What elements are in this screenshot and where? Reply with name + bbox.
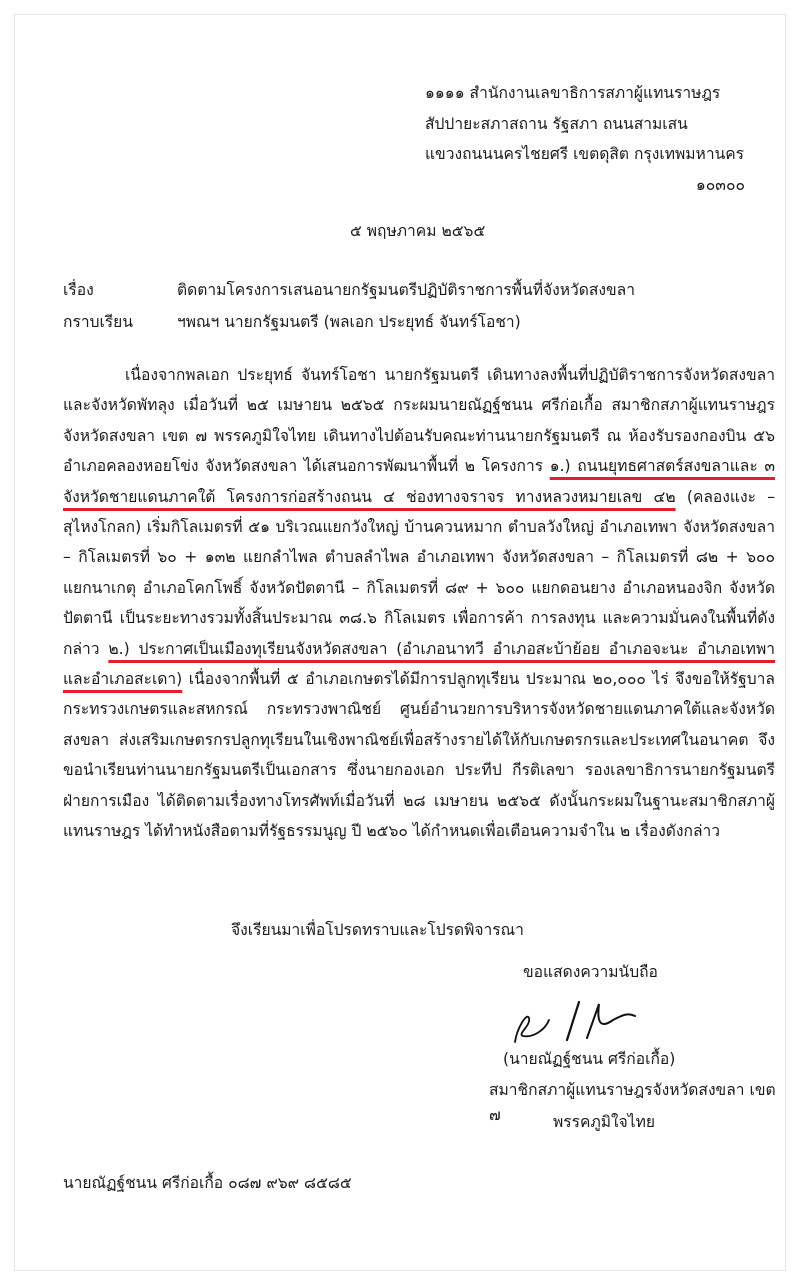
sender-address-line2: สัปปายะสภาสถาน รัฐสภา ถนนสามเสน [425, 114, 688, 133]
highlight-project-2: ๒.) ประกาศเป็นเมืองทุเรียนจังหวัดสงขลา (อำเภอนาทวี อำเภอสะบ้าย้อย อำเภอจะนะ อำเภอเทพา และอำเภอสะเดา) [63, 639, 775, 689]
subject-label: เรื่อง [63, 281, 94, 299]
recipient-row [63, 309, 521, 334]
letter-date: ๕ พฤษภาคม ๒๕๖๕ [350, 222, 486, 240]
body-text-request: เนื่องจากพื้นที่ ๕ อำเภอเกษตรได้มีการปลูกทุเรียน ประมาณ ๒๐,๐๐๐ ไร่ จึงขอให้รัฐบาล กระทรวงเกษตรและสหกรณ์ กระทรวงพาณิชย์ ศูนย์อำนวยการบริหารจังหวัดชายแดนภาคใต้และจังหวัดสงขลา ส่งเสริมเกษตรกรปลูกทุเรียนในเชิงพาณิชย์เพื่อสร้างรายได้ให้กับเกษตรกรและประเทศในอนาคต จึงขอนำเรียนท่านนายกรัฐมนตรีเป็นเอกสาร ซึ่งนายกองเอก ประทีป กีรติเลขา รองเลขาธิการนายกรัฐมนตรีฝ่ายการเมือง ได้ติดตามเรื่องทางโทรศัพท์เมื่อวันที่ ๒๘ เมษายน ๒๕๖๕ ดังนั้นกระผมในฐานะสมาชิกสภาผู้แทนราษฎร ได้ทำหนังสือตามที่รัฐธรรมนูญ ปี ๒๕๖๐ ได้กำหนดเพื่อเตือนความจำใน ๒ เรื่องดังกล่าว [63, 670, 775, 841]
body-text-intro: เนื่องจากพลเอก ประยุทธ์ จันทร์โอชา นายกรัฐมนตรี เดินทางลงพื้นที่ปฏิบัติราชการจังหวัดสงขลาและจังหวัดพัทลุง เมื่อวันที่ ๒๕ เมษายน ๒๕๖๕ กระผมนายณัฏฐ์ชนน ศรีก่อเกื้อ สมาชิกสภาผู้แทนราษฎรจังหวัดสงขลา เขต ๗ พรรคภูมิใจไทย เดินทางไปต้อนรับคณะท่านนายกรัฐมนตรี ณ ห้องรับรองกองบิน ๕๖ อำเภอคลองหอยโข่ง จังหวัดสงขลา ได้เสนอการพัฒนาพื้นที่ ๒ โครงการ [63, 366, 775, 476]
body-paragraph [63, 360, 775, 847]
letter-body [63, 360, 775, 847]
subject-row [63, 277, 635, 302]
handwritten-signature [487, 990, 647, 1050]
signer-position: สมาชิกสภาผู้แทนราษฎรจังหวัดสงขลา เขต ๗ [489, 1081, 776, 1124]
body-text-details: (คลองแงะ – สุไหงโกลก) เริ่มกิโลเมตรที่ ๕๑ บริเวณแยกวังใหญ่ บ้านควนหมาก ตำบลวังใหญ่ อำเภอเทพา จังหวัดสงขลา – กิโลเมตรที่ ๖๐ + ๑๓๒ แยกลำไพล ตำบลลำไพล อำเภอเทพา จังหวัดสงขลา – กิโลเมตรที่ ๘๒ + ๖๐๐ แยกนาเกตุ อำเภอโคกโพธิ์ จังหวัดปัตตานี – กิโลเมตรที่ ๘๙ + ๖๐๐ แยกดอนยาง อำเภอหนองจิก จังหวัดปัตตานี เป็นระยะทางรวมทั้งสิ้นประมาณ ๓๘.๖ กิโลเมตร เพื่อการค้า การลงทุน และความมั่นคงในพื้นที่ดังกล่าว [63, 487, 775, 658]
closing-line: จึงเรียนมาเพื่อโปรดทราบและโปรดพิจารณา [231, 921, 524, 939]
signer-party: พรรคภูมิใจไทย [553, 1113, 656, 1131]
sender-postal-code: ๑๐๓๐๐ [695, 175, 745, 194]
sender-address-line3: แขวงถนนนครไชยศรี เขตดุสิต กรุงเทพมหานคร [425, 145, 745, 163]
contact-info: นายณัฏฐ์ชนน ศรีก่อเกื้อ ๐๘๗ ๙๖๙ ๘๕๘๕ [63, 1174, 352, 1192]
subject-text: ติดตามโครงการเสนอนายกรัฐมนตรีปฏิบัติราชการพื้นที่จังหวัดสงขลา [177, 281, 635, 299]
document-page [14, 14, 786, 1271]
highlight-project-1: ๑.) ถนนยุทธศาสตร์สงขลาและ ๓ จังหวัดชายแดนภาคใต้ โครงการก่อสร้างถนน ๔ ช่องทางจราจร ทางหลวงหมายเลข ๔๒ [63, 457, 776, 506]
regards-line: ขอแสดงความนับถือ [523, 963, 658, 981]
signer-name: (นายณัฏฐ์ชนน ศรีก่อเกื้อ) [503, 1050, 676, 1068]
recipient-label: กราบเรียน [63, 313, 133, 331]
recipient-text: ฯพณฯ นายกรัฐมนตรี (พลเอก ประยุทธ์ จันทร์โอชา) [177, 313, 521, 331]
sender-address [425, 78, 745, 200]
sender-address-line1: ๑๑๑๑ สำนักงานเลขาธิการสภาผู้แทนราษฎร [425, 84, 721, 102]
